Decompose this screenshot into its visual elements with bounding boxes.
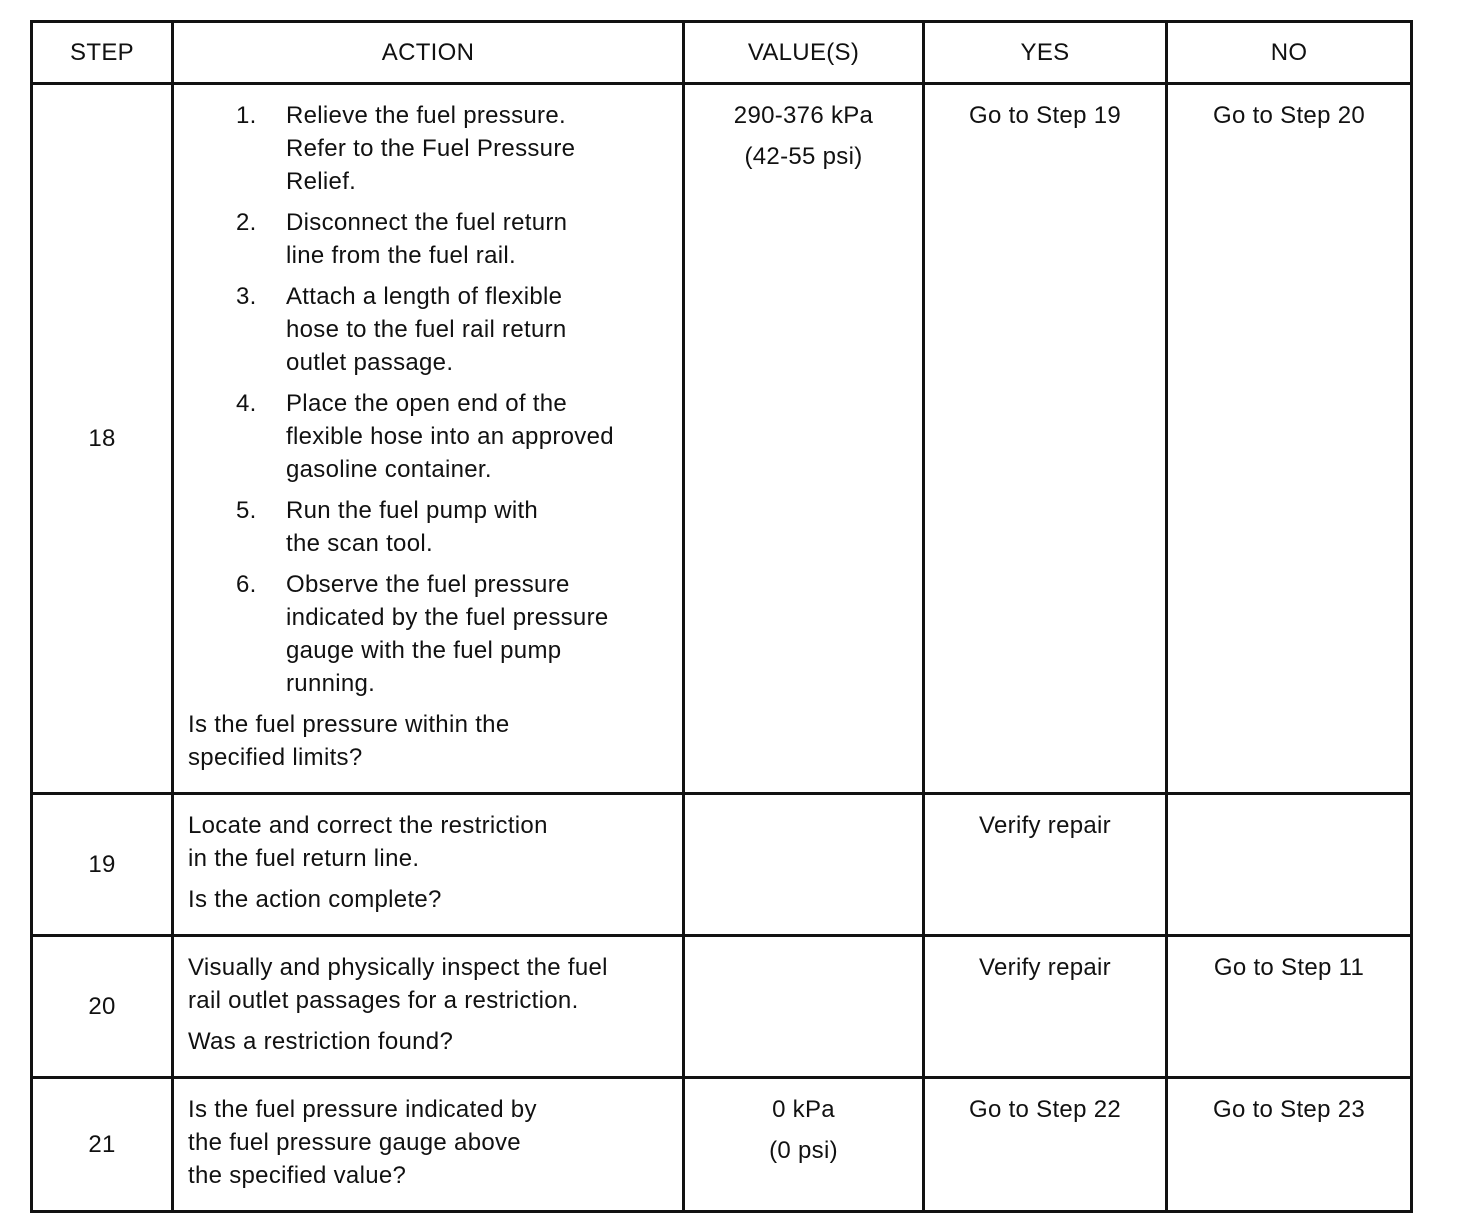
substep-item [236,99,670,198]
action-cell [173,84,684,794]
header-step: STEP [32,22,173,84]
value-psi: (42-55 psi) [744,143,863,170]
action-text: Visually and physically inspect the fuel rail outlet passages for a restriction. [188,954,608,1014]
action-question: Was a restriction found? [188,1028,454,1055]
table-row-step-20 [32,936,1412,1078]
no-cell [1167,794,1412,936]
header-yes: YES [924,22,1167,84]
substep-text: Place the open end of the flexible hose into an approved gasoline container. [286,390,614,483]
substep-item [236,387,670,486]
substep-number: 6. [236,571,257,598]
substep-number: 3. [236,283,257,310]
value-cell [684,936,924,1078]
table-row-step-18 [32,84,1412,794]
substep-item [236,494,670,560]
substep-number: 4. [236,390,257,417]
no-cell: Go to Step 11 [1167,936,1412,1078]
yes-cell: Verify repair [924,936,1167,1078]
value-cell [684,1078,924,1212]
action-cell [173,936,684,1078]
substep-item [236,280,670,379]
action-cell [173,794,684,936]
header-action: ACTION [173,22,684,84]
substep-number: 2. [236,209,257,236]
substep-number: 5. [236,497,257,524]
action-text: Locate and correct the restriction in the fuel return line. [188,812,548,872]
yes-cell: Go to Step 22 [924,1078,1167,1212]
no-cell: Go to Step 20 [1167,84,1412,794]
substep-text: Observe the fuel pressure indicated by the fuel pressure gauge with the fuel pump running. [286,571,609,697]
value-kpa: 0 kPa [772,1096,835,1123]
substep-text: Run the fuel pump with the scan tool. [286,497,539,557]
step-number: 20 [32,936,173,1078]
diagnostic-table-sheet [30,20,1410,1189]
yes-cell: Verify repair [924,794,1167,936]
diagnostic-table [30,20,1413,1213]
value-cell [684,794,924,936]
header-no: NO [1167,22,1412,84]
action-question: Is the action complete? [188,886,442,913]
substep-item [236,206,670,272]
yes-cell: Go to Step 19 [924,84,1167,794]
substep-text: Attach a length of flexible hose to the fuel rail return outlet passage. [286,283,567,376]
action-question: Is the fuel pressure indicated by the fuel pressure gauge above the specified value? [188,1096,537,1189]
substep-list [188,99,670,700]
value-psi: (0 psi) [769,1137,838,1164]
header-values: VALUE(S) [684,22,924,84]
table-row-step-21 [32,1078,1412,1212]
substep-item [236,568,670,700]
substep-number: 1. [236,102,257,129]
step-number: 21 [32,1078,173,1212]
substep-text: Relieve the fuel pressure. Refer to the Fuel Pressure Relief. [286,102,576,195]
table-row-step-19 [32,794,1412,936]
value-cell [684,84,924,794]
step-number: 18 [32,84,173,794]
no-cell: Go to Step 23 [1167,1078,1412,1212]
table-header-row [32,22,1412,84]
action-question: Is the fuel pressure within the specified limits? [188,711,510,771]
action-cell [173,1078,684,1212]
step-number: 19 [32,794,173,936]
substep-text: Disconnect the fuel return line from the fuel rail. [286,209,568,269]
value-kpa: 290-376 kPa [733,102,874,129]
